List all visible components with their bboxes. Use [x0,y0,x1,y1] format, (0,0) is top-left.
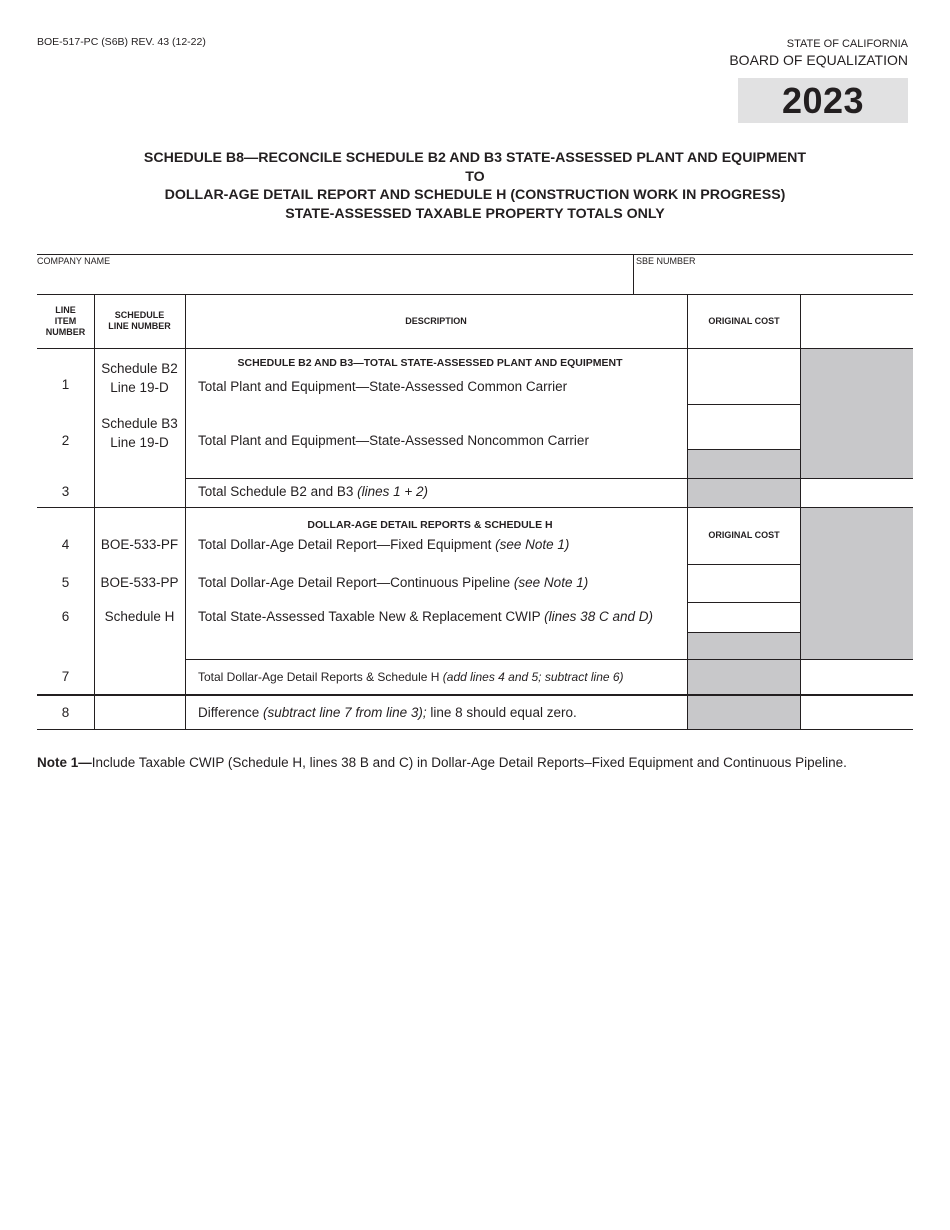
schedule-text: Line 19-D [110,380,169,395]
header-text: SCHEDULE [114,310,165,320]
rule [37,254,913,255]
row-2-number: 2 [61,433,70,448]
row-1-original-cost-input[interactable] [689,349,799,403]
rule [688,632,801,633]
form-id: BOE-517-PC (S6B) REV. 43 (12-22) [37,36,206,48]
schedule-text: Schedule B2 [101,361,178,376]
shaded-area [688,694,801,729]
row-8-number: 8 [61,705,70,720]
rule [800,294,801,729]
row-2-original-cost-input[interactable] [689,405,799,448]
year-box [738,78,908,123]
board-label: BOARD OF EQUALIZATION [729,52,908,68]
row-7-total-input[interactable] [802,660,912,693]
note-text: Include Taxable CWIP (Schedule H, lines 38 B and C) in Dollar-Age Detail Reports–Fixed Equipment and Continuous Pipeline. [91,755,847,770]
desc-italic: (lines 38 C and D) [544,609,653,624]
row-1-description: Total Plant and Equipment—State-Assessed Common Carrier [198,379,568,394]
row-2-schedule [94,414,185,452]
description-header: DESCRIPTION [405,316,467,326]
section2-header: DOLLAR-AGE DETAIL REPORTS & SCHEDULE H [307,519,553,531]
rule [688,449,801,450]
rule [37,694,913,696]
row-1-schedule [94,359,185,397]
original-cost-header: ORIGINAL COST [708,316,780,326]
row-6-original-cost-input[interactable] [689,603,799,631]
shaded-area [688,449,801,478]
row-5-original-cost-input[interactable] [689,565,799,601]
desc-italic: (subtract line 7 from line 3); [263,705,427,720]
row-8-difference-input[interactable] [802,696,912,728]
note-label: Note 1— [37,755,92,770]
sbe-number-label: SBE NUMBER [636,256,696,266]
header-text: ITEM [54,316,77,326]
row-6-number: 6 [61,609,70,624]
row-5-number: 5 [61,575,70,590]
rule [37,507,913,508]
title-line-1: SCHEDULE B8—RECONCILE SCHEDULE B2 AND B3 STATE-ASSESSED PLANT AND EQUIPMENT [143,150,807,166]
row-2-description: Total Plant and Equipment—State-Assessed Noncommon Carrier [198,433,589,448]
state-label: STATE OF CALIFORNIA [786,38,908,50]
desc-italic: (see Note 1) [495,537,570,552]
sbe-number-field[interactable] [636,266,912,293]
rule [37,729,913,730]
header-text: NUMBER [45,327,86,337]
title-line-4: STATE-ASSESSED TAXABLE PROPERTY TOTALS ONLY [285,206,665,223]
company-name-label: COMPANY NAME [37,256,111,266]
desc-text: Difference [198,705,264,720]
desc-italic: (add lines 4 and 5; subtract line 6) [442,670,624,684]
rule [633,254,634,294]
row-3-description [198,484,428,499]
desc-text: Total Dollar-Age Detail Reports & Schedule H [198,670,443,684]
section2-original-cost-header: ORIGINAL COST [708,530,780,540]
header-text: LINE NUMBER [108,321,171,331]
row-5-description [198,575,588,590]
desc-text: Total Dollar-Age Detail Report—Continuous Pipeline [198,575,514,590]
row-7-description [198,670,624,684]
year: 2023 [781,79,865,121]
row-4-description [198,537,569,552]
shaded-area [801,348,913,478]
schedule-text: Line 19-D [110,435,169,450]
desc-italic: (see Note 1) [513,575,589,590]
row-6-description [198,609,653,624]
row-3-total-input[interactable] [802,479,912,506]
shaded-area [688,478,801,508]
desc-italic: (lines 1 + 2) [357,484,429,499]
title-line-2: TO [465,168,485,185]
schedule-text: Schedule B3 [101,416,178,431]
row-5-schedule: BOE-533-PP [100,575,179,590]
note-1 [37,755,847,770]
title-line-3: DOLLAR-AGE DETAIL REPORT AND SCHEDULE H (CONSTRUCTION WORK IN PROGRESS) [164,187,786,204]
page-title [60,149,890,224]
row-3-number: 3 [61,484,70,499]
row-1-number: 1 [61,377,70,392]
desc-text: line 8 should equal zero. [426,705,577,720]
row-4-number: 4 [61,537,70,552]
section1-header: SCHEDULE B2 AND B3—TOTAL STATE-ASSESSED PLANT AND EQUIPMENT [237,357,623,369]
row-6-schedule: Schedule H [104,609,175,624]
rule [37,294,913,295]
row-4-schedule: BOE-533-PF [100,537,179,552]
desc-text: Total State-Assessed Taxable New & Replacement CWIP [198,609,545,624]
row-7-number: 7 [61,669,70,684]
shaded-area [688,632,801,659]
company-name-field[interactable] [37,266,631,293]
rule [687,294,688,729]
shaded-area [688,659,801,694]
line-item-number-header [37,305,94,338]
desc-text: Total Dollar-Age Detail Report—Fixed Equipment [198,537,496,552]
desc-text: Total Schedule B2 and B3 [198,484,358,499]
schedule-line-number-header [94,310,185,332]
header-text: LINE [55,305,76,315]
shaded-area [801,508,913,659]
row-8-description [198,705,577,720]
